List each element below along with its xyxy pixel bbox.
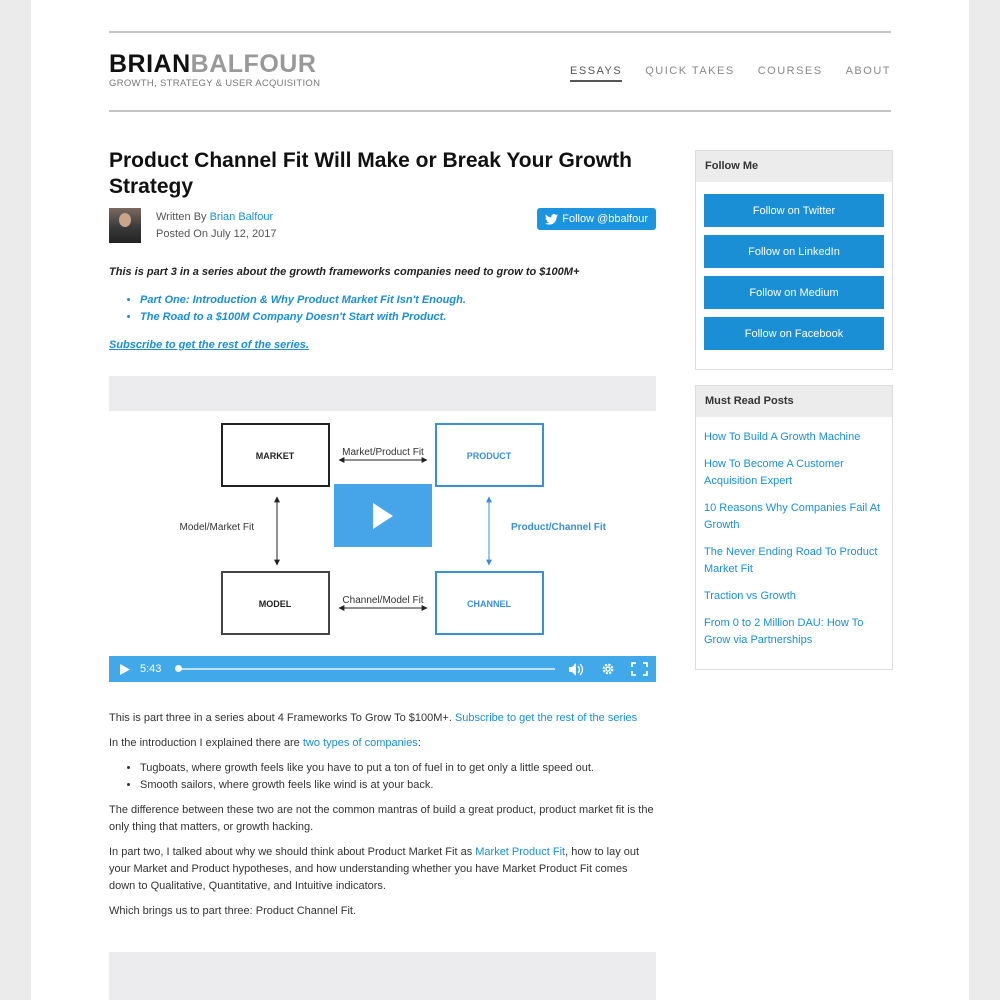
post-link[interactable]: How To Build A Growth Machine [704,431,861,443]
settings-gear-icon[interactable] [601,662,615,676]
post-link[interactable]: How To Become A Customer Acquisition Expert [704,458,844,487]
body-paragraph-4: In part two, I talked about why we should think about Product Market Fit as Market Product Fit, how to lay out your Market and Product hypotheses, and how understanding whether you have Market Product Fit comes down to Qualitative, Quantitative, and Intuitive indicators. [109,846,640,892]
video-play-overlay[interactable] [334,484,432,547]
channel-model-fit-label: Channel/Model Fit [342,595,424,606]
author-avatar [109,208,141,243]
site-logo[interactable] [109,51,320,89]
nav-courses[interactable]: COURSES [757,65,823,77]
body-paragraph-2: In the introduction I explained there are two types of companies: [109,737,421,749]
article-body [109,710,656,928]
nav-about[interactable]: ABOUT [845,65,891,77]
main-nav [570,65,891,82]
follow-twitter-button[interactable]: Follow on Twitter [704,194,884,227]
series-link-part-one[interactable]: • Part One: Introduction & Why Product Market Fit Isn't Enough. [140,292,656,309]
company-types-list [109,760,656,794]
follow-facebook-button[interactable]: Follow on Facebook [704,317,884,350]
product-channel-fit-label: Product/Channel Fit [511,522,606,533]
list-item: • Tugboats, where growth feels like you have to put a ton of fuel in to get only a little speed out. [140,760,656,777]
body-paragraph-5: Which brings us to part three: Product Channel Fit. [109,905,357,917]
twitter-follow-button[interactable] [537,208,656,230]
page [31,0,969,1000]
post-link[interactable]: Traction vs Growth [704,590,796,602]
twitter-bird-icon [545,214,558,225]
must-read-widget [695,385,893,670]
play-small-icon[interactable] [120,664,130,675]
play-icon [371,502,395,530]
video-player[interactable] [109,376,656,682]
nav-essays[interactable]: ESSAYS [570,65,622,82]
written-by-label: Written By [156,211,207,223]
model-market-fit-label: Model/Market Fit [179,522,254,533]
volume-icon[interactable] [569,663,585,676]
model-label: MODEL [258,599,292,609]
video-time: 5:43 [140,663,162,675]
logo-tagline: GROWTH, STRATEGY & USER ACQUISITION [109,78,321,89]
market-product-fit-link[interactable]: Market Product Fit [475,846,566,858]
product-label: PRODUCT [466,451,512,461]
post-date: July 12, 2017 [211,228,277,240]
site-header [109,31,891,112]
nav-quick-takes[interactable]: QUICK TAKES [645,65,735,77]
fullscreen-icon[interactable] [631,662,648,676]
market-product-fit-label: Market/Product Fit [342,447,424,458]
video-progress-handle[interactable] [175,665,182,672]
posted-label: Posted On [156,228,208,240]
follow-me-widget [695,150,893,370]
body-paragraph-3: The difference between these two are not the common mantras of build a great product, product market fit is the only thing that matters, or growth hacking. [109,804,654,833]
author-link[interactable]: Brian Balfour [209,211,274,223]
body-subscribe-link[interactable]: Subscribe to get the rest of the series [454,712,638,724]
video-controls [109,656,656,682]
logo-last: BALFOUR [190,50,317,78]
second-video-player[interactable] [109,952,656,1000]
series-link-part-two[interactable]: • The Road to a $100M Company Doesn't Start with Product. [140,309,656,326]
subscribe-link[interactable]: Subscribe to get the rest of the series. [109,339,309,351]
follow-medium-button[interactable]: Follow on Medium [704,276,884,309]
video-top-bar [109,376,656,411]
post-link[interactable]: From 0 to 2 Million DAU: How To Grow via Partnerships [704,617,864,646]
body-paragraph-1: This is part three in a series about 4 Frameworks To Grow To $100M+. Subscribe to get the rest of the series [109,712,638,724]
article-title: Product Channel Fit Will Make or Break Your Growth Strategy [109,149,632,198]
list-item: • Smooth sailors, where growth feels like wind is at your back. [140,777,656,794]
video-progress-bar[interactable] [177,668,555,670]
post-link[interactable]: 10 Reasons Why Companies Fail At Growth [704,502,881,531]
article-meta [109,208,656,248]
follow-linkedin-button[interactable]: Follow on LinkedIn [704,235,884,268]
logo-first: BRIAN [109,50,191,78]
follow-me-title: Follow Me [696,151,892,182]
series-links [109,292,656,326]
follow-button-label: Follow @bbalfour [562,213,648,225]
channel-label: CHANNEL [467,599,511,609]
post-link[interactable]: The Never Ending Road To Product Market Fit [704,546,878,575]
two-types-link[interactable]: two types of companies [302,737,418,749]
must-read-title: Must Read Posts [696,386,892,417]
series-intro: This is part 3 in a series about the growth frameworks companies need to grow to $100M+ [109,266,580,278]
article [109,148,656,917]
market-label: MARKET [255,451,295,461]
